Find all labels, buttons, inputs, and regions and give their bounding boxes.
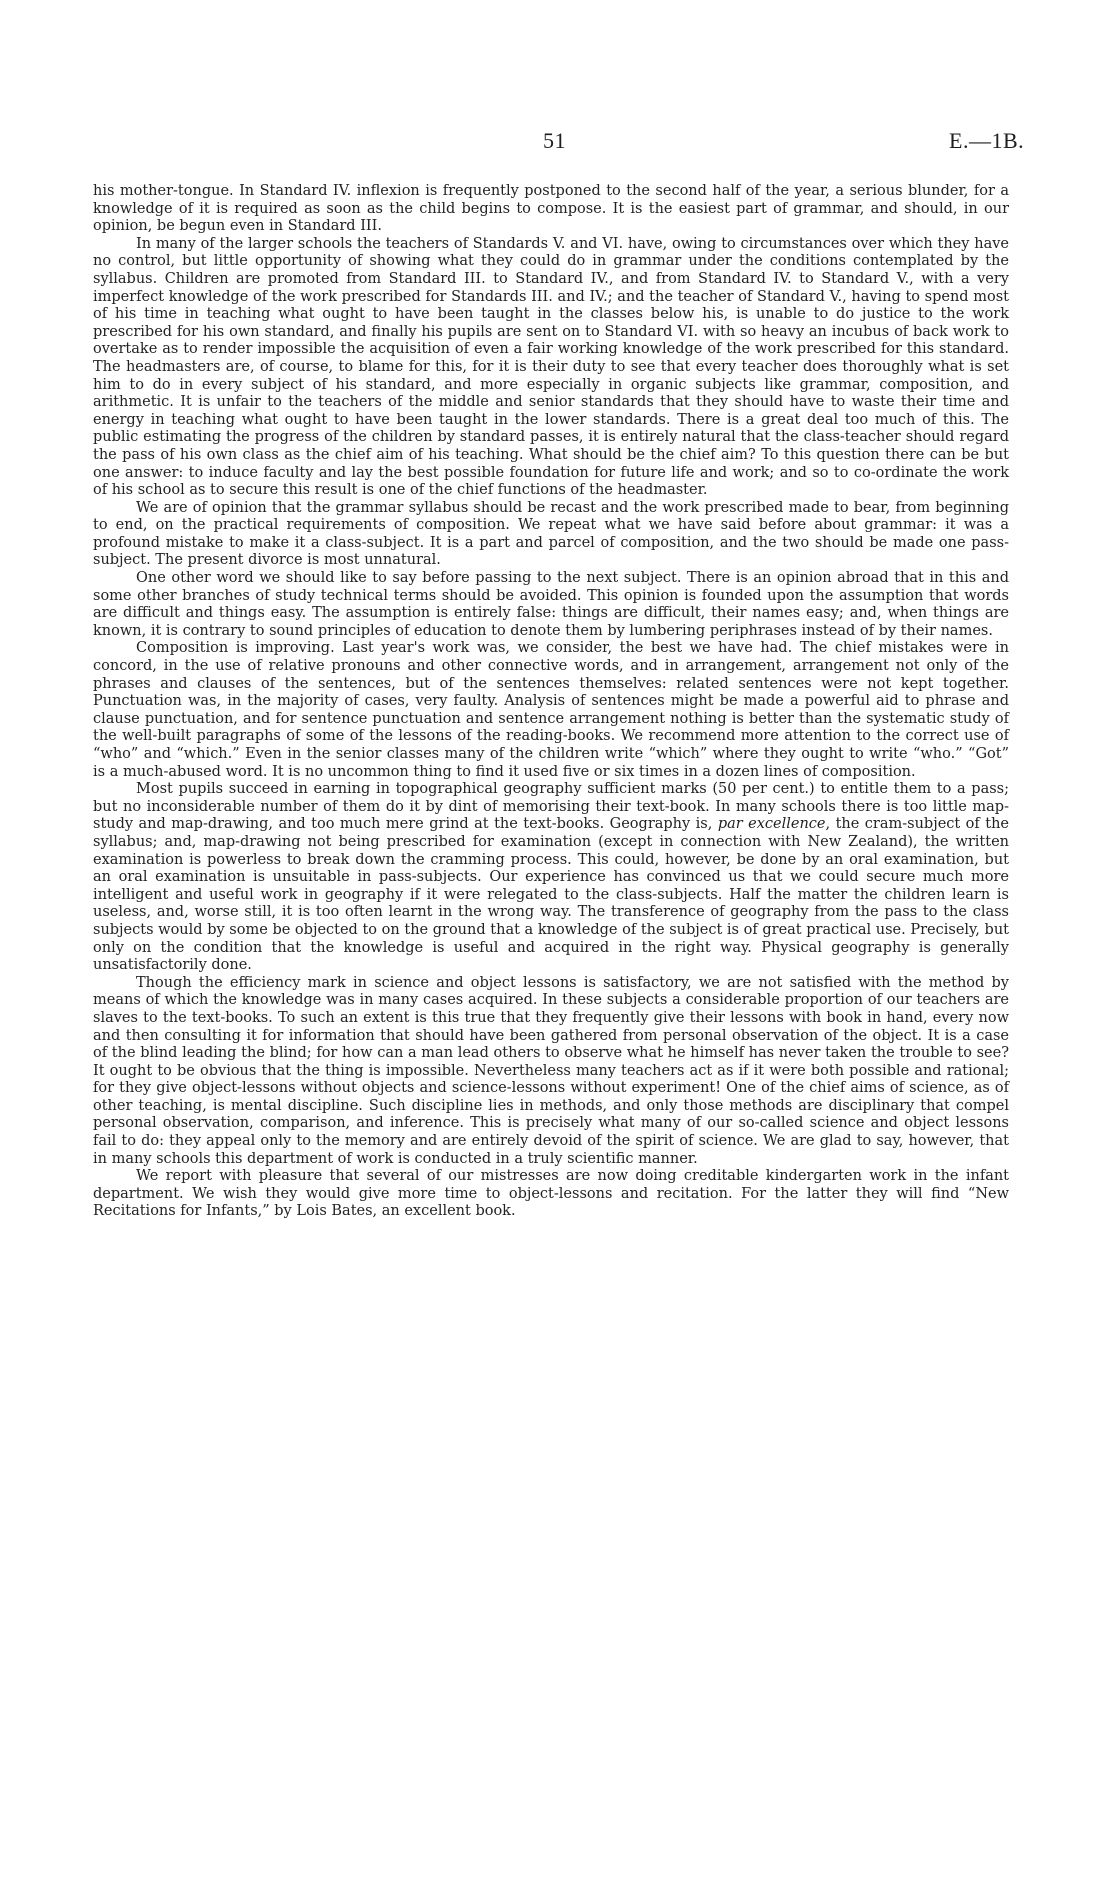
paragraph-kindergarten: We report with pleasure that several of our mistresses are now doing creditable kindergarten work in the infant department. We wish they would give more time to object-lessons and recitation. For the latter they will find “New Recitations for Infants,” by Lois Bates, an excellent book. <box>93 1168 1009 1220</box>
paragraph-technical-terms: One other word we should like to say before passing to the next subject. There is an opinion abroad that in this and some other branches of study technical terms should be avoided. This opinion is founded upon the assumption that words are difficult and things easy. The assumption is entirely false: things are difficult, their names easy; and, when things are known, it is contrary to sound principles of education to denote them by lumbering periphrases instead of by their names. <box>93 570 1009 639</box>
page-header <box>0 128 1114 160</box>
paragraph-composition: Composition is improving. Last year's work was, we consider, the best we have had. The chief mistakes were in concord, in the use of relative pronouns and other connective words, and in arrangement, arrangement not only of the phrases and clauses of the sentences, but of the sentences themselves: related sentences were not kept together. Punctuation was, in the majority of cases, very faulty. Analysis of sentences might be made a powerful aid to phrase and clause punctuation, and for sentence punctuation and sentence arrangement nothing is better than the systematic study of the well-built paragraphs of some of the lessons of the reading-books. We recommend more attention to the correct use of “who” and “which.” Even in the senior classes many of the children write “which” where they ought to write “who.” “Got” is a much-abused word. It is no uncommon thing to find it used five or six times in a dozen lines of composition. <box>93 640 1009 780</box>
page-number: 51 <box>543 128 566 153</box>
body-text <box>93 183 1009 1221</box>
paragraph-science-object-lessons: Though the efficiency mark in science and object lessons is satisfactory, we are not satisfied with the method by means of which the knowledge was in many cases acquired. In these subjects a considerable proportion of our teachers are slaves to the text-books. To such an extent is this true that they frequently give their lessons with book in hand, every now and then consulting it for information that should have been gathered from personal observation of the object. It is a case of the blind leading the blind; for how can a man lead others to observe what he himself has never taken the trouble to see? It ought to be obvious that the thing is impossible. Nevertheless many teachers act as if it were both possible and rational; for they give object-lessons without objects and science-lessons without experiment! One of the chief aims of science, as of other teaching, is mental discipline. Such discipline lies in methods, and only those methods are disciplinary that compel personal observation, comparison, and inference. This is precisely what many of our so-called science and object lessons fail to do: they appeal only to the memory and are entirely devoid of the spirit of science. We are glad to say, however, that in many schools this department of work is conducted in a truly scientific manner. <box>93 974 1009 1167</box>
paragraph-grammar-syllabus: We are of opinion that the grammar syllabus should be recast and the work prescribed made to bear, from beginning to end, on the practical requirements of composition. We repeat what we have said before about grammar: it was a profound mistake to make it a class-subject. It is a part and parcel of composition, and the two should be made one pass-subject. The present divorce is most unnatural. <box>93 499 1009 569</box>
paragraph-grammar-inflexion: his mother-tongue. In Standard IV. inflexion is frequently postponed to the second half of the year, a serious blunder, for a knowledge of it is required as soon as the child begins to compose. It is the easiest part of grammar, and should, in our opinion, be begun even in Standard III. <box>93 183 1009 235</box>
document-reference: E.—1B. <box>949 128 1025 153</box>
paragraph-grammar-standards: In many of the larger schools the teachers of Standards V. and VI. have, owing to circumstances over which they have no control, but little opportunity of showing what they could do in grammar under the conditions contemplated by the syllabus. Children are promoted from Standard III. to Standard IV., and from Standard IV. to Standard V., with a very imperfect knowledge of the work prescribed for Standards III. and IV.; and the teacher of Standard V., having to spend most of his time in teaching what ought to have been taught in the classes below his, is unable to do justice to the work prescribed for his own standard, and finally his pupils are sent on to Standard VI. with so heavy an incubus of back work to overtake as to render impossible the acquisition of even a fair working knowledge of the work prescribed for this standard. The headmasters are, of course, to blame for this, for it is their duty to see that every teacher does thoroughly what is set him to do in every subject of his standard, and more especially in organic subjects like grammar, composition, and arithmetic. It is unfair to the teachers of the middle and senior standards that they should have to waste their time and energy in teaching what ought to have been taught in the lower standards. There is a great deal too much of this. The public estimating the progress of the children by standard passes, it is entirely natural that the class-teacher should regard the pass of his own class as the chief aim of his teaching. What should be the chief aim? To this question there can be but one answer: to induce faculty and lay the best possible foundation for future life and work; and so to co-ordinate the work of his school as to secure this result is one of the chief functions of the headmaster. <box>93 235 1009 499</box>
paragraph-geography: Most pupils succeed in earning in topographical geography sufficient marks (50 per cent.) to entitle them to a pass; but no inconsiderable number of them do it by dint of memorising their text-book. In many schools there is too little map-study and map-drawing, and too much mere grind at the text-books. Geography is, par excellence, the cram-subject of the syllabus; and, map-drawing not being prescribed for examination (except in connection with New Zealand), the written examination is powerless to break down the cramming process. This could, however, be done by an oral examination, but an oral examination is unsuitable in pass-subjects. Our experience has convinced us that we could secure much more intelligent and useful work in geography if it were relegated to the class-subjects. Half the matter the children learn is useless, and, worse still, it is too often learnt in the wrong way. The transference of geography from the pass to the class subjects would by some be objected to on the ground that a knowledge of the subject is of great practical use. Precisely, but only on the condition that the knowledge is useful and acquired in the right way. Physical geography is generally unsatisfactorily done. <box>93 781 1009 974</box>
italic-phrase: par excellence <box>717 816 826 833</box>
